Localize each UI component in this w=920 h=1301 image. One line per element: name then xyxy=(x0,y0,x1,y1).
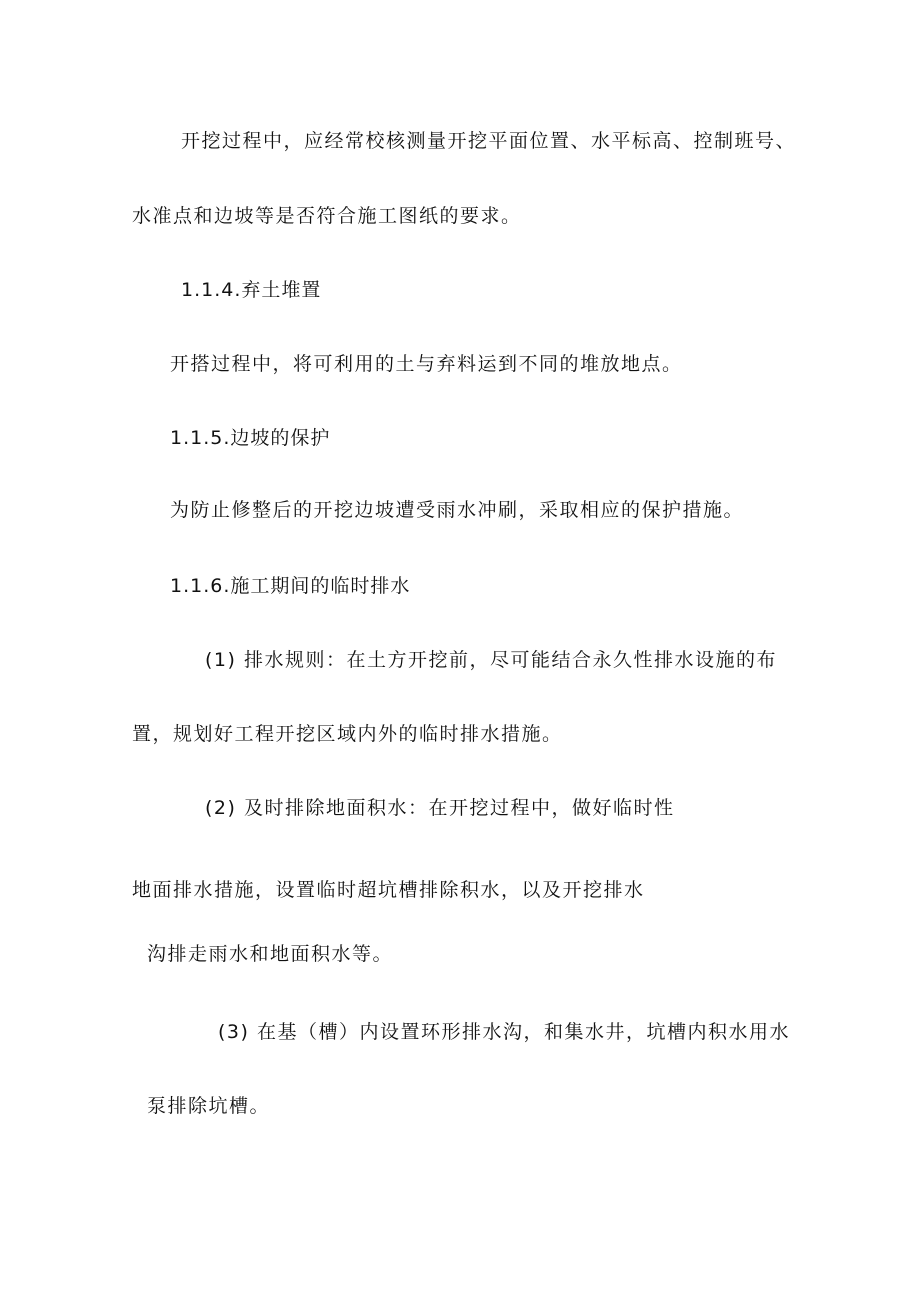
item-3-line-1: (3) 在基（槽）内设置环形排水沟，和集水井，坑槽内积水用水 xyxy=(218,1021,790,1043)
para-2-line-1: 开搭过程中，将可利用的土与弃料运到不同的堆放地点。 xyxy=(170,353,683,375)
para-3-line-1: 为防止修整后的开挖边坡遭受雨水冲刷，采取相应的保护措施。 xyxy=(170,499,745,521)
item-2-line-2: 地面排水措施，设置临时超坑槽排除积水，以及开挖排水 xyxy=(132,879,645,901)
item-1-line-1: (1) 排水规则：在土方开挖前，尽可能结合永久性排水设施的布 xyxy=(205,649,777,671)
item-1-line-2: 置，规划好工程开挖区域内外的临时排水措施。 xyxy=(132,723,563,745)
item-3-line-2: 泵排除坑槽。 xyxy=(147,1095,271,1117)
item-2-line-3: 沟排走雨水和地面积水等。 xyxy=(147,943,394,965)
para-1-line-1: 开挖过程中，应经常校核测量开挖平面位置、水平标高、控制班号、 xyxy=(181,130,797,152)
heading-1-1-6: 1.1.6.施工期间的临时排水 xyxy=(170,575,411,597)
para-1-line-2: 水准点和边坡等是否符合施工图纸的要求。 xyxy=(132,205,522,227)
heading-1-1-4: 1.1.4.弃土堆置 xyxy=(181,279,322,301)
item-2-line-1: (2) 及时排除地面积水：在开挖过程中，做好临时性 xyxy=(205,797,675,819)
heading-1-1-5: 1.1.5.边坡的保护 xyxy=(170,427,331,449)
